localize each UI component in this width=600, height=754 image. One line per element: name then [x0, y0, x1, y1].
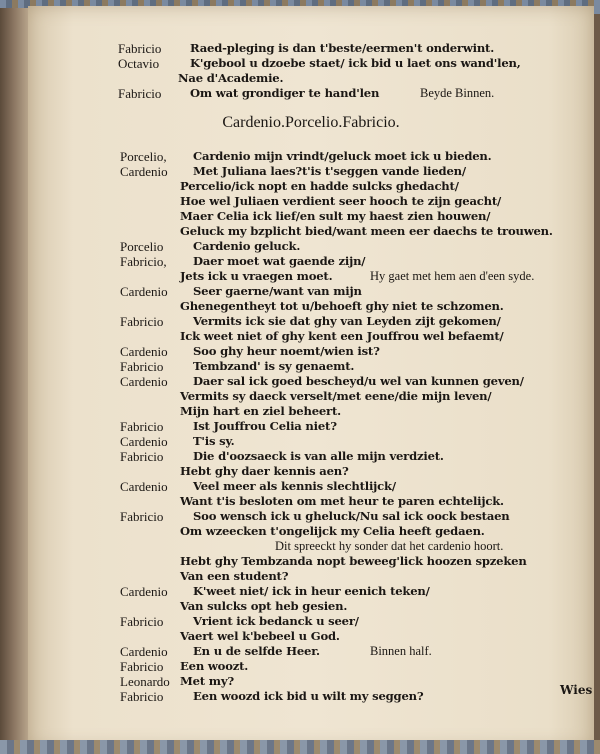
- speech-text: K'weet niet/ ick in heur eenich teken/: [193, 584, 430, 598]
- dialogue-line: [28, 55, 594, 71]
- speech-text: Een woozt.: [180, 659, 249, 673]
- dialogue-line: [28, 658, 594, 674]
- speech-text: Soo ghy heur noemt/wien ist?: [193, 344, 380, 358]
- speaker-name: Fabricio: [120, 614, 164, 629]
- speaker-name: Fabricio: [118, 86, 162, 101]
- speech-text: Nae d'Academie.: [178, 71, 284, 85]
- dialogue-line: [28, 313, 594, 329]
- dialogue-line: [28, 478, 594, 494]
- speech-text: Om wat grondiger te hand'len: [190, 86, 380, 100]
- speech-text: Ghenegentheyt tot u/behoeft ghy niet te schzomen.: [180, 299, 504, 313]
- speaker-name: Fabricio: [120, 659, 164, 674]
- speech-text: Maer Celia ick lief/en sult my haest zien houwen/: [180, 209, 491, 223]
- speaker-name: Cardenio: [120, 344, 168, 359]
- speaker-name: Leonardo: [120, 674, 170, 689]
- dialogue-line: [28, 298, 594, 314]
- speech-text: En u de selfde Heer.: [193, 644, 320, 658]
- speech-text: T'is sy.: [193, 434, 235, 448]
- dialogue-line: [28, 553, 594, 569]
- speaker-name: Fabricio: [120, 689, 164, 704]
- dialogue-line: [28, 223, 594, 239]
- speaker-name: Fabricio,: [120, 254, 167, 269]
- speaker-name: Fabricio: [120, 509, 164, 524]
- dialogue-line: [28, 283, 594, 299]
- speech-text: Cardenio mijn vrindt/geluck moet ick u bieden.: [193, 149, 492, 163]
- speech-text: Jets ick u vraegen moet.: [180, 269, 333, 283]
- speaker-name: Cardenio: [120, 479, 168, 494]
- dialogue-line: [28, 238, 594, 254]
- speech-text: Raed-pleging is dan t'beste/eermen't onderwint.: [190, 41, 495, 55]
- dialogue-line: [28, 433, 594, 449]
- speaker-name: Cardenio: [120, 164, 168, 179]
- speech-text: Om wzeecken t'ongelijck my Celia heeft gedaen.: [180, 524, 485, 538]
- speaker-name: Porcelio: [120, 239, 164, 254]
- dialogue-line: [28, 598, 594, 614]
- scene-heading: Cardenio.Porcelio.Fabricio.: [222, 114, 400, 131]
- speech-text: Hebt ghy Tembzanda nopt beweeg'lick hoozen spzeken: [180, 554, 527, 568]
- dialogue-line: [28, 358, 594, 374]
- dialogue-line: [28, 493, 594, 509]
- speaker-name: Cardenio: [120, 584, 168, 599]
- stage-direction: Dit spreeckt hy sonder dat het cardenio hoort.: [275, 539, 504, 553]
- dialogue-line: [28, 613, 594, 629]
- speech-text: Ick weet niet of ghy kent een Jouffrou wel befaemt/: [180, 329, 504, 343]
- dialogue-line: [28, 163, 594, 179]
- speech-text: Vermits ick sie dat ghy van Leyden zijt gekomen/: [193, 314, 501, 328]
- dialogue-line: [28, 688, 594, 704]
- dialogue-line: [28, 178, 594, 194]
- dialogue-line: [28, 508, 594, 524]
- speech-text: Daer sal ick goed bescheyd/u wel van kunnen geven/: [193, 374, 524, 388]
- speech-text: Seer gaerne/want van mijn: [193, 284, 362, 298]
- speech-text: Hebt ghy daer kennis aen?: [180, 464, 349, 478]
- dialogue-line: [28, 343, 594, 359]
- speech-text: Mijn hart en ziel beheert.: [180, 404, 341, 418]
- speech-text: Hoe wel Juliaen verdient seer hooch te zijn geacht/: [180, 194, 502, 208]
- book-page: [28, 6, 594, 748]
- dialogue-line: [28, 673, 594, 689]
- speaker-name: Cardenio: [120, 644, 168, 659]
- dialogue-line: [28, 628, 594, 644]
- stage-direction: Beyde Binnen.: [420, 86, 495, 100]
- dialogue-line: [28, 268, 594, 284]
- speech-text: Veel meer als kennis slechtlijck/: [193, 479, 396, 493]
- dialogue-line: [28, 463, 594, 479]
- dialogue-line: [28, 643, 594, 659]
- dialogue-line: [28, 40, 594, 56]
- dialogue-line: [28, 373, 594, 389]
- speech-text: Ist Jouffrou Celia niet?: [193, 419, 337, 433]
- dialogue-line: [28, 418, 594, 434]
- speaker-name: Cardenio: [120, 284, 168, 299]
- speech-text: Percelio/ick nopt en hadde sulcks ghedacht/: [180, 179, 459, 193]
- speaker-name: Fabricio: [120, 359, 164, 374]
- speaker-name: Fabricio: [118, 41, 162, 56]
- dialogue-line: [28, 148, 594, 164]
- speech-text: Met Juliana laes?t'is t'seggen vande lieden/: [193, 164, 466, 178]
- speaker-name: Octavio: [118, 56, 160, 71]
- dialogue-line: [28, 538, 594, 554]
- dialogue-line: [28, 193, 594, 209]
- speaker-name: Fabricio: [120, 449, 164, 464]
- speech-text: Soo wensch ick u gheluck/Nu sal ick oock bestaen: [193, 509, 510, 523]
- speech-text: Van sulcks opt heb gesien.: [180, 599, 348, 613]
- speech-text: Die d'oozsaeck is van alle mijn verdziet.: [193, 449, 444, 463]
- speech-text: Geluck my bzplicht bied/want meen eer daechs te trouwen.: [180, 224, 553, 238]
- dialogue-line: [28, 85, 594, 101]
- speaker-name: Cardenio: [120, 374, 168, 389]
- speaker-name: Cardenio: [120, 434, 168, 449]
- speech-text: K'gebool u dzoebe staet/ ick bid u laet ons wand'len,: [190, 56, 521, 70]
- dialogue-line: [28, 403, 594, 419]
- speech-text: Cardenio geluck.: [193, 239, 301, 253]
- speaker-name: Fabricio: [120, 419, 164, 434]
- speech-text: Vrient ick bedanck u seer/: [193, 614, 359, 628]
- speech-text: Met my?: [180, 674, 234, 688]
- speech-text: Vaert wel k'bebeel u God.: [180, 629, 340, 643]
- speech-text: Van een student?: [180, 569, 289, 583]
- dialogue-line: [28, 70, 594, 86]
- speaker-name: Porcelio,: [120, 149, 167, 164]
- stage-direction: Hy gaet met hem aen d'een syde.: [370, 269, 535, 283]
- backdrop-bottom: [0, 740, 600, 754]
- dialogue-line: [28, 388, 594, 404]
- speech-text: Een woozd ick bid u wilt my seggen?: [193, 689, 424, 703]
- dialogue-line: [28, 523, 594, 539]
- catchword: Wies: [560, 683, 593, 697]
- speech-text: Vermits sy daeck verselt/met eene/die mijn leven/: [180, 389, 492, 403]
- speech-text: Want t'is besloten om met heur te paren echtelijck.: [180, 494, 504, 508]
- dialogue-line: [28, 448, 594, 464]
- speaker-name: Fabricio: [120, 314, 164, 329]
- dialogue-line: [28, 328, 594, 344]
- stage-direction: Binnen half.: [370, 644, 432, 658]
- speech-text: Daer moet wat gaende zijn/: [193, 254, 366, 268]
- dialogue-line: [28, 253, 594, 269]
- dialogue-line: [28, 568, 594, 584]
- dialogue-line: [28, 208, 594, 224]
- dialogue-line: [28, 583, 594, 599]
- speech-text: Tembzand' is sy genaemt.: [193, 359, 355, 373]
